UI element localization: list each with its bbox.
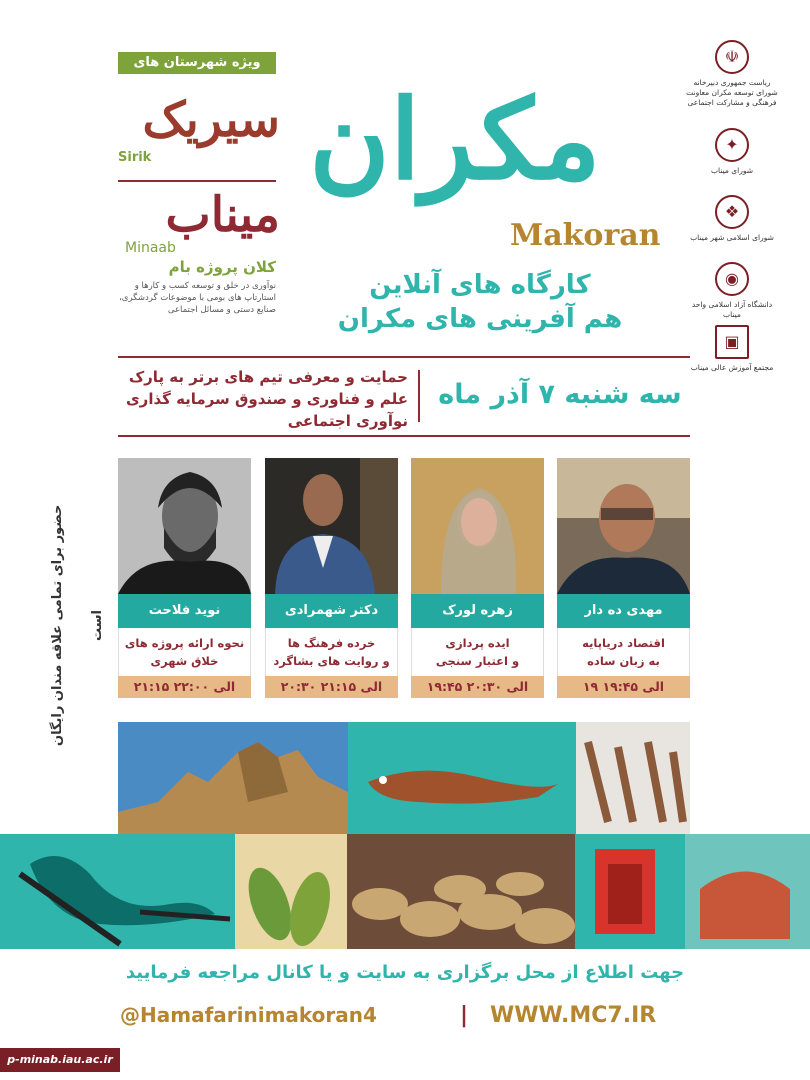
speaker-topic: اقتصاد دریاپایه به زبان ساده [557, 628, 690, 676]
speaker-card [557, 458, 690, 703]
cities-badge: ویژه شهرستان های [118, 52, 276, 74]
support-text: حمایت و معرفی تیم های برتر به پارک علم و فناوری و صندوق سرمایه گذاری نوآوری اجتماعی [125, 368, 408, 430]
logo-council [682, 128, 782, 176]
council-emblem-icon: ✦ [715, 128, 749, 162]
speaker-time: ۱۹ الی ۱۹:۴۵ [557, 676, 690, 698]
iran-emblem-icon: ☫ [715, 40, 749, 74]
source-watermark: p-minab.iau.ac.ir [0, 1048, 120, 1072]
makoran-latin: Makoran [510, 218, 661, 253]
bam-project-title: کلان پروژه بام [168, 258, 276, 276]
logo-caption: شورای اسلامی شهر میناب [690, 233, 774, 242]
bam-description: نوآوری در خلق و توسعه کسب و کارها و استارتاپ های بومی با موضوعات گردشگری، صنایع دستی و مسائل اجتماعی [119, 281, 276, 315]
speaker-card [118, 458, 251, 703]
sirik-title: سیریک [142, 92, 280, 148]
divider [118, 180, 276, 182]
speaker-topic: خرده فرهنگ ها و روایت های بشاگرد [265, 628, 398, 676]
logo-caption: دانشگاه آزاد اسلامی واحد میناب [691, 300, 773, 319]
speaker-time: ۱۹:۴۵ الی ۲۰:۳۰ [411, 676, 544, 698]
logo-caption: مجتمع آموزش عالی میناب [690, 363, 774, 372]
workshop-line-2: هم آفرینی های مکران [337, 304, 623, 334]
sirik-latin: Sirik [118, 150, 152, 165]
logo-university [682, 262, 782, 320]
free-entry-text: حضور برای تمامی علاقه مندان رایگان است [50, 504, 105, 746]
website-link[interactable]: WWW.MC7.IR [490, 1003, 657, 1028]
speaker-photo [265, 458, 398, 594]
university-icon: ◉ [715, 262, 749, 296]
workshop-line-1: کارگاه های آنلاین [369, 270, 591, 300]
divider [418, 370, 420, 422]
speaker-card [265, 458, 398, 703]
speaker-name: دکتر شهمرادی [265, 594, 398, 628]
logo-caption: ریاست جمهوری دبیرخانه شورای توسعه مکران معاونت فرهنگی و مشارکت اجتماعی [686, 78, 778, 107]
speaker-name: مهدی ده دار [557, 594, 690, 628]
speaker-topic: ایده پردازی و اعتبار سنجی [411, 628, 544, 676]
speaker-topic: نحوه ارائه پروژه های خلاق شهری [118, 628, 251, 676]
divider [118, 356, 690, 358]
logo-city-council [682, 195, 782, 243]
footer-contacts [120, 1003, 690, 1047]
speaker-photo [118, 458, 251, 594]
culture-band [0, 834, 810, 949]
speaker-time: ۲۰:۳۰ الی ۲۱:۱۵ [265, 676, 398, 698]
speaker-name: نوید فلاحت [118, 594, 251, 628]
speaker-photo [411, 458, 544, 594]
higher-edu-icon: ▣ [715, 325, 749, 359]
logo-higher-edu [682, 325, 782, 373]
instagram-handle[interactable]: @Hamafarinimakoran4 [120, 1003, 377, 1027]
event-date: سه شنبه ۷ آذر ماه [438, 379, 682, 410]
logo-presidency [682, 40, 782, 108]
speaker-time: ۲۱:۱۵ الی ۲۲:۰۰ [118, 676, 251, 698]
scenery-band [118, 722, 690, 834]
speaker-photo [557, 458, 690, 594]
makoran-logo: مکران [309, 75, 601, 204]
speaker-card [411, 458, 544, 703]
minab-latin: Minaab [125, 240, 176, 256]
divider [118, 435, 690, 437]
separator: | [460, 1003, 469, 1028]
city-council-icon: ❖ [715, 195, 749, 229]
info-text: جهت اطلاع از محل برگزاری به سایت و یا کانال مراجعه فرمایید [125, 962, 685, 983]
minab-title: میناب [165, 187, 280, 243]
speaker-name: زهره لورک [411, 594, 544, 628]
logo-caption: شورای میناب [710, 166, 753, 175]
workshop-title [280, 268, 680, 336]
